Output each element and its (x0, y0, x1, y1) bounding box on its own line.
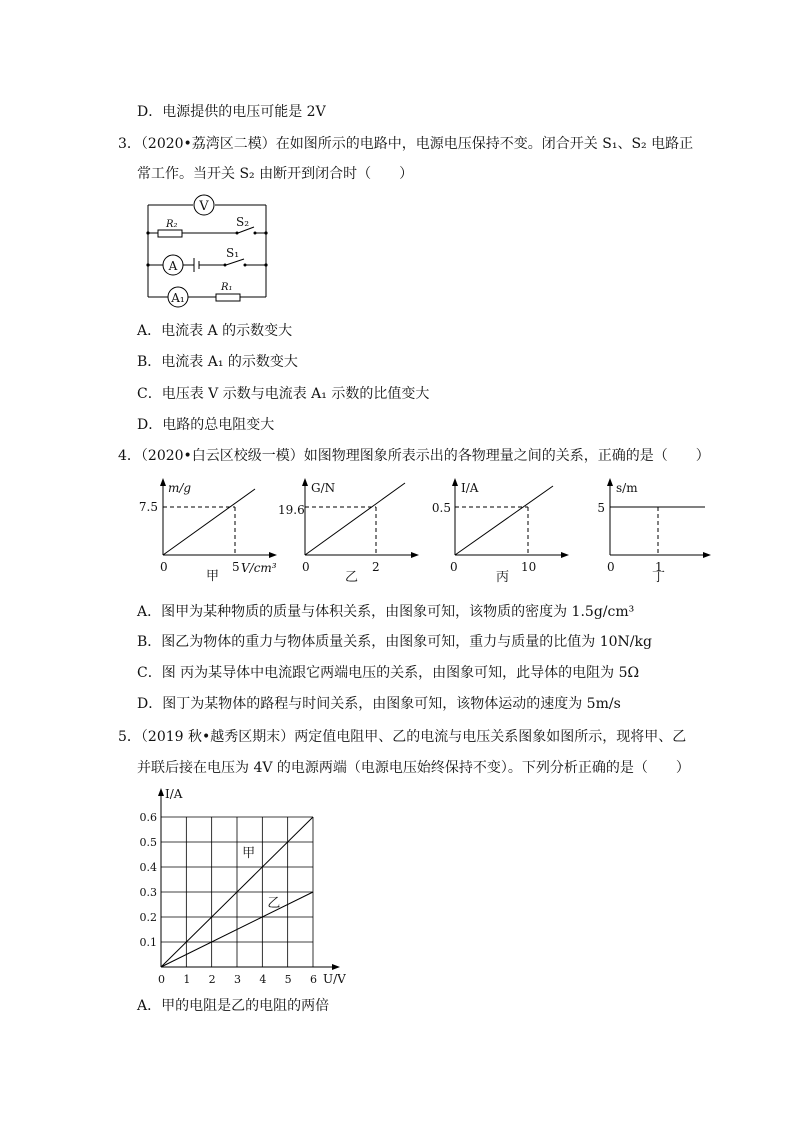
ammeter-label: A (168, 259, 178, 273)
jia-ylabel: m/g (168, 481, 192, 495)
q5-stem-line2: 并联后接在电压为 4V 的电源两端（电源电压始终保持不变）。下列分析正确的是（ ） (137, 760, 690, 776)
q2-option-d: D．电源提供的电压可能是 2V (137, 104, 326, 120)
q3-circuit-diagram (140, 193, 275, 305)
bing-xtick: 10 (521, 560, 537, 574)
jia-ytick: 7.5 (138, 500, 158, 514)
x-tick-label: 6 (310, 973, 317, 986)
jia-name: 甲 (206, 569, 220, 584)
bing-ylabel: I/A (461, 481, 479, 495)
q3-option-a: A．电流表 A 的示数变大 (137, 323, 293, 339)
y-tick-label: 0.1 (139, 936, 157, 949)
q4-stem: 4．（2020•白云区校级一模）如图物理图象所表示出的各物理量之间的关系，正确的是（ ） (118, 448, 710, 464)
x-axis-label: U/V (323, 972, 346, 986)
y-tick-label: 0.4 (139, 861, 157, 874)
q4-option-c: C．图 丙为某导体中电流跟它两端电压的关系，由图象可知，此导体的电阻为 5Ω (137, 665, 640, 681)
q4-graph-ding (585, 476, 720, 586)
x-tick-label: 1 (183, 973, 191, 986)
q5-option-a: A．甲的电阻是乙的电阻的两倍 (137, 998, 330, 1014)
ding-origin: 0 (607, 560, 615, 574)
ding-ytick: 5 (597, 501, 605, 515)
x-tick-label: 0 (158, 973, 165, 986)
q4-graph-yi (275, 476, 425, 586)
series-label-jia: 甲 (242, 846, 256, 861)
q3-stem-line1: 3．（2020•荔湾区二模）在如图所示的电路中，电源电压保持不变。闭合开关 S₁、S₂ 电路正 (118, 136, 694, 152)
x-tick-label: 4 (259, 973, 267, 986)
q3-option-d: D．电路的总电阻变大 (137, 417, 275, 433)
x-axis-arrow (332, 964, 340, 970)
x-tick-label: 5 (284, 973, 292, 986)
y-tick-label: 0.6 (139, 811, 157, 824)
q3-stem-line2: 常工作。当开关 S₂ 由断开到闭合时（ ） (137, 166, 414, 182)
s1-label: S₁ (226, 246, 240, 260)
y-tick-label: 0.5 (139, 836, 157, 849)
y-tick-label: 0.2 (139, 911, 157, 924)
q4-option-d: D．图丁为某物体的路程与时间关系，由图象可知，该物体运动的速度为 5m/s (137, 696, 621, 712)
s2-label: S₂ (236, 215, 250, 229)
ammeter1-label: A₁ (171, 291, 185, 305)
y-axis-label: I/A (165, 787, 183, 801)
q4-option-a: A．图甲为某种物质的质量与体积关系，由图象可知，该物质的密度为 1.5g/cm³ (137, 604, 635, 620)
r2-label: R₂ (166, 219, 178, 230)
q4-graph-bing (425, 476, 575, 586)
x-tick-label: 2 (208, 973, 216, 986)
jia-xlabel: V/cm³ (241, 561, 277, 575)
bing-origin: 0 (450, 560, 458, 574)
jia-origin: 0 (160, 560, 168, 574)
q4-graph-jia (135, 476, 285, 586)
ding-xtick: 1 (655, 560, 663, 574)
yi-name: 乙 (345, 570, 359, 585)
x-tick-label: 3 (234, 973, 241, 986)
yi-ylabel: G/N (311, 481, 336, 495)
q5-iv-chart (135, 785, 365, 990)
y-tick-label: 0.3 (139, 886, 157, 899)
q3-option-c: C．电压表 V 示数与电流表 A₁ 示数的比值变大 (137, 386, 430, 402)
yi-origin: 0 (302, 560, 310, 574)
q3-option-b: B．电流表 A₁ 的示数变大 (137, 354, 298, 370)
r2-resistor (158, 230, 182, 237)
yi-ytick: 19.6 (278, 503, 305, 517)
r1-resistor (216, 294, 240, 301)
q4-option-b: B．图乙为物体的重力与物体质量关系，由图象可知，重力与质量的比值为 10N/kg (137, 634, 652, 650)
ding-ylabel: s/m (616, 481, 638, 495)
series-label-yi: 乙 (267, 896, 281, 911)
bing-ytick: 0.5 (431, 501, 451, 515)
voltmeter-label: V (199, 199, 209, 214)
ding-name: 丁 (652, 570, 666, 585)
bing-name: 丙 (496, 570, 510, 585)
r1-label: R₁ (221, 282, 233, 293)
yi-xtick: 2 (372, 560, 380, 574)
y-axis-arrow (158, 788, 164, 796)
jia-xtick: 5 (232, 560, 240, 574)
q5-stem-line1: 5．（2019 秋•越秀区期末）两定值电阻甲、乙的电流与电压关系图象如图所示，现将甲、乙 (118, 729, 687, 745)
